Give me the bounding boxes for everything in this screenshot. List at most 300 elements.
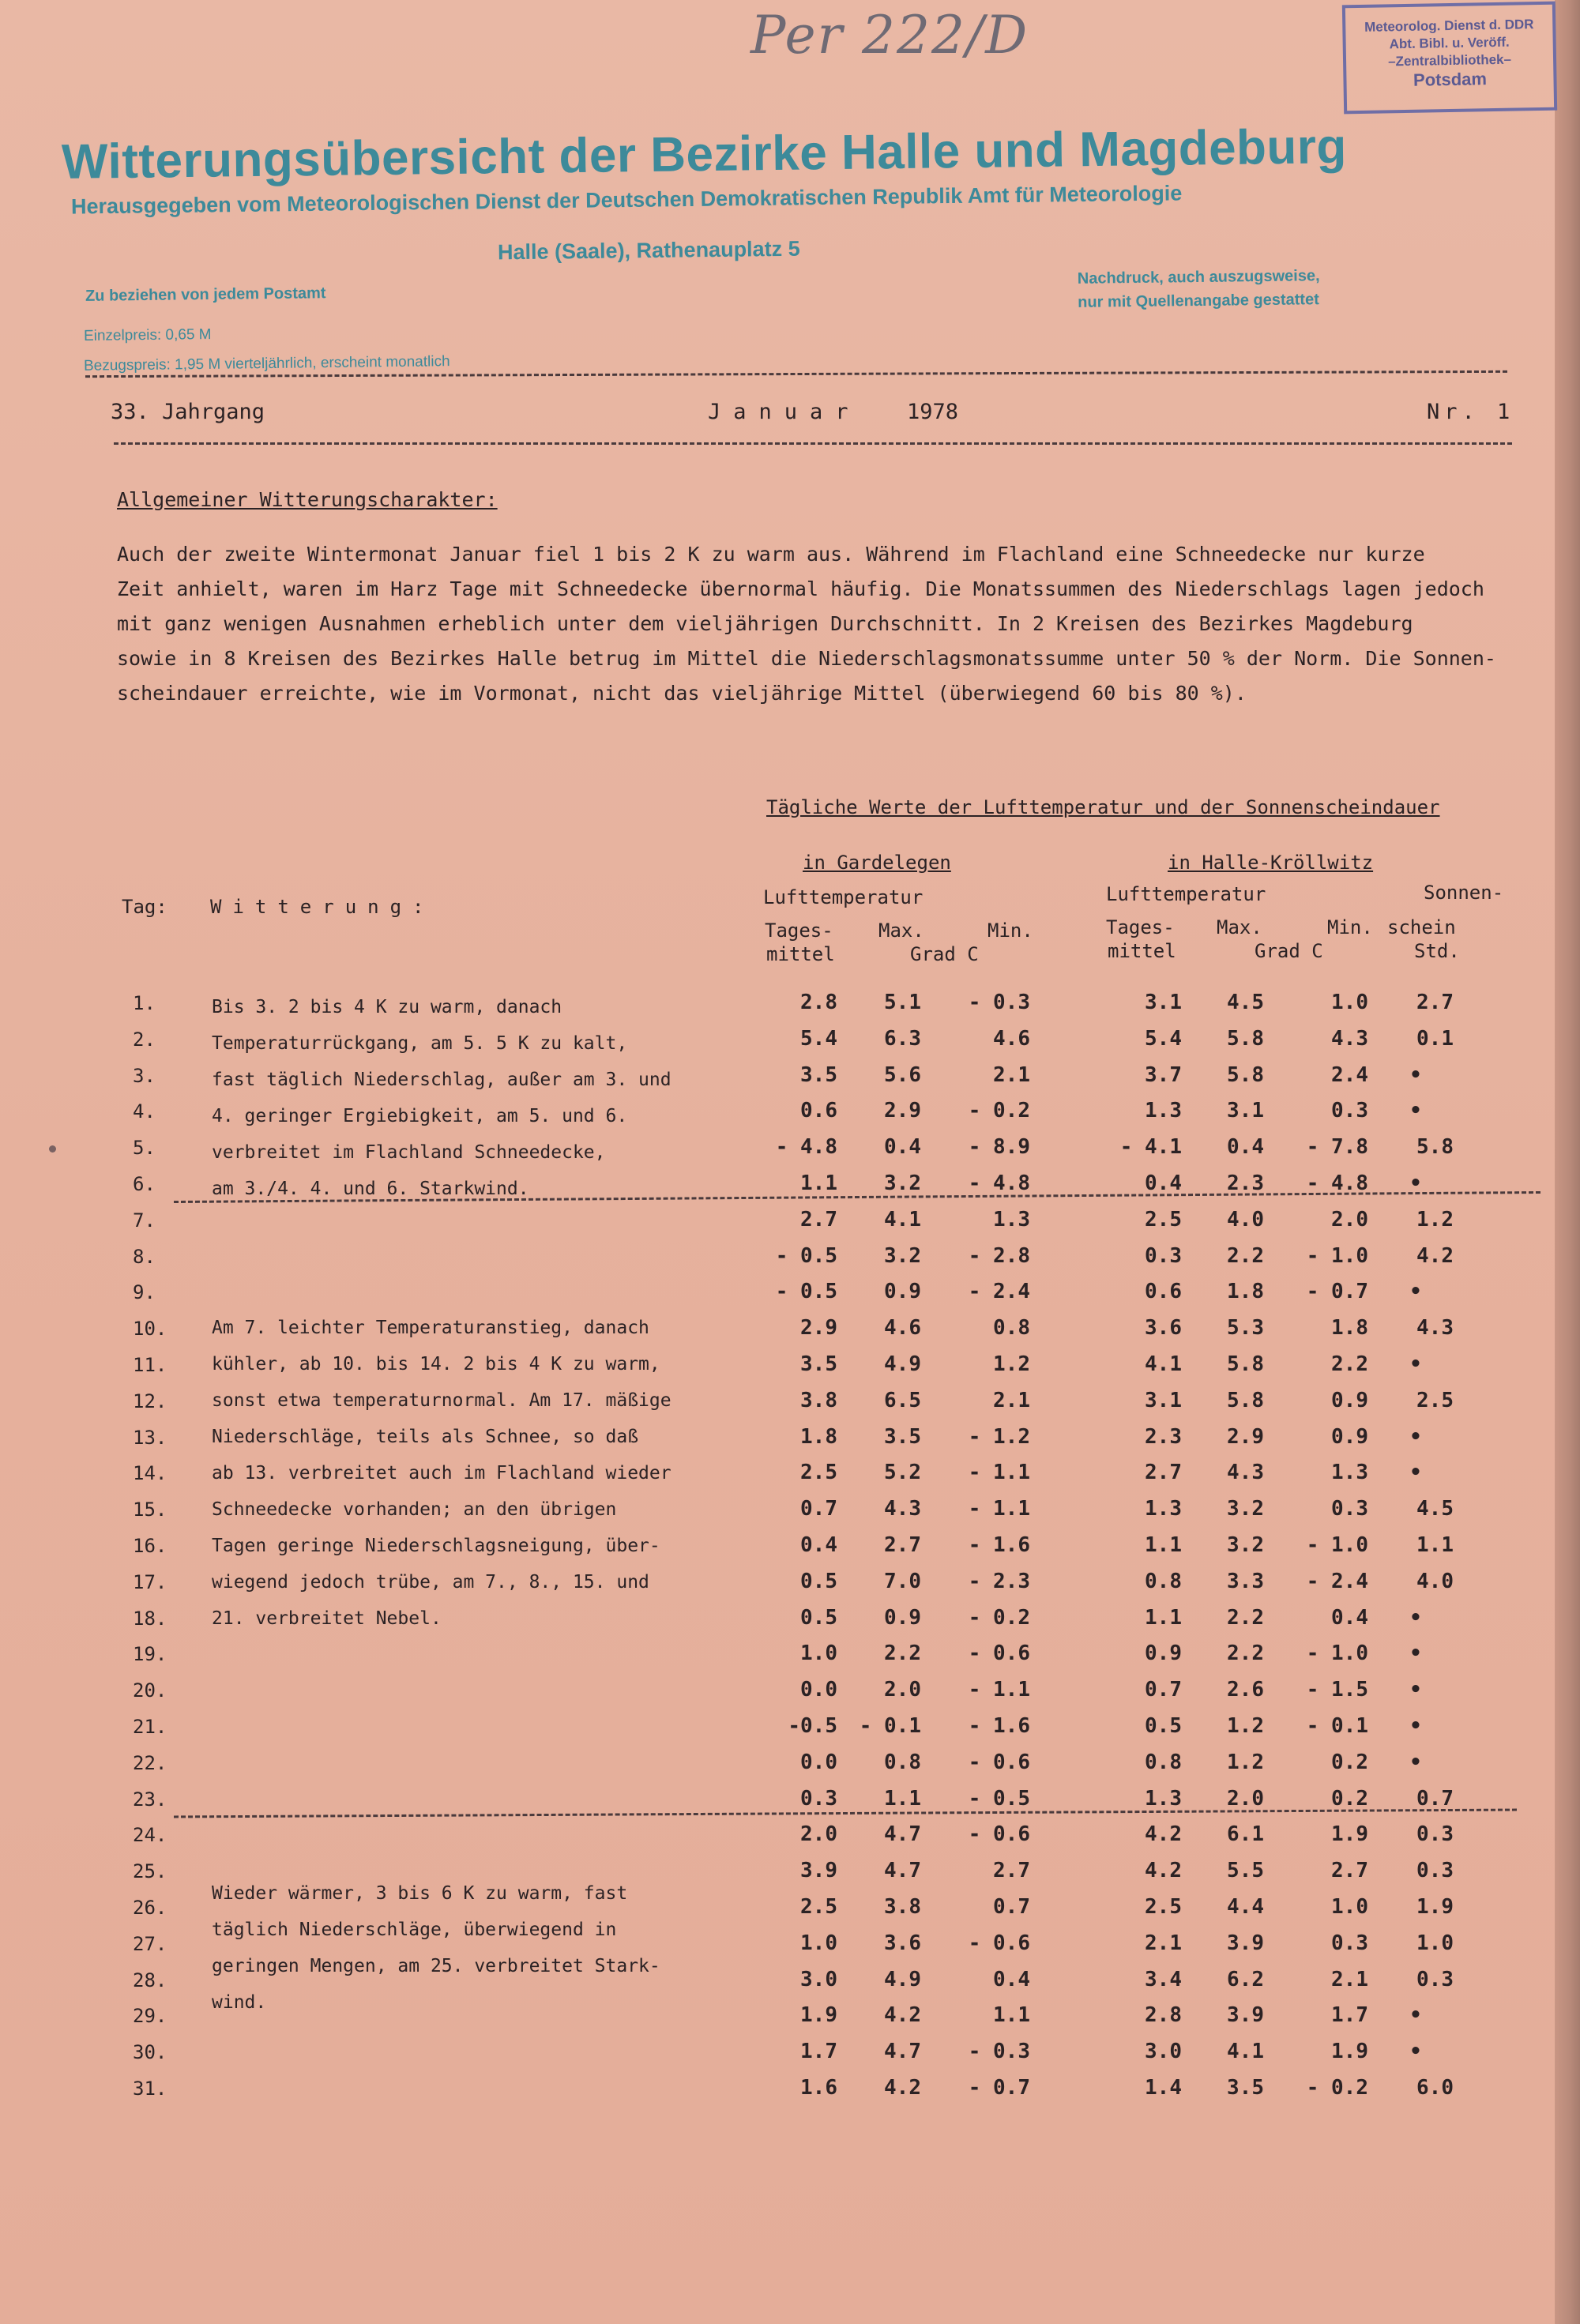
volume: 33. Jahrgang	[111, 400, 265, 424]
halle-min-cell: 4.3	[1331, 1027, 1368, 1051]
gardelegen-min-cell: - 1.2	[968, 1425, 1030, 1449]
sunshine-hours-cell: 1.1	[1416, 1533, 1454, 1557]
gardelegen-mean-cell: 2.7	[800, 1208, 837, 1232]
halle-max-cell: 2.0	[1227, 1787, 1264, 1811]
gardelegen-max-cell: 0.8	[884, 1751, 921, 1774]
gardelegen-mean-cell: 0.0	[800, 1751, 837, 1774]
halle-mean-cell: 1.1	[1145, 1606, 1182, 1630]
gardelegen-min-cell: - 4.8	[968, 1171, 1030, 1195]
summary-line: sowie in 8 Kreisen des Bezirkes Halle betrug im Mittel die Niederschlagsmonatssumme unter 50 % der Norm. Die Sonnen-	[117, 647, 1496, 670]
halle-min-cell: 0.3	[1331, 1931, 1368, 1955]
gardelegen-mean-cell: 0.5	[800, 1606, 837, 1630]
halle-mean-cell: 2.1	[1145, 1931, 1182, 1955]
halle-max-cell: 1.2	[1227, 1714, 1264, 1738]
sunshine-hours-cell: 0.3	[1416, 1822, 1454, 1846]
day-label: 6.	[133, 1173, 156, 1195]
day-label: 26.	[133, 1897, 167, 1919]
gardelegen-max-cell: 4.7	[884, 1822, 921, 1846]
gardelegen-mean-cell: - 0.5	[775, 1244, 837, 1268]
halle-max-cell: 6.2	[1227, 1968, 1264, 1991]
remark-line: Schneedecke vorhanden; an den übrigen	[212, 1499, 617, 1520]
day-label: 8.	[133, 1246, 156, 1268]
halle-min-cell: 1.8	[1331, 1316, 1368, 1340]
gardelegen-mean-cell: 3.5	[800, 1352, 837, 1376]
sunshine-hours-cell: 0.7	[1416, 1787, 1454, 1811]
gardelegen-max-cell: 2.9	[884, 1099, 921, 1123]
day-label: 16.	[133, 1535, 167, 1557]
column-day-header: Tag:	[122, 896, 167, 918]
gardelegen-mean-cell: 2.8	[800, 991, 837, 1014]
day-label: 19.	[133, 1643, 167, 1665]
halle-max-cell: 3.3	[1227, 1570, 1264, 1593]
gardelegen-max-cell: 3.2	[884, 1244, 921, 1268]
day-label: 18.	[133, 1608, 167, 1630]
halle-max-cell: 3.5	[1227, 2076, 1264, 2100]
gardelegen-max-cell: 4.9	[884, 1352, 921, 1376]
halle-min-cell: 1.0	[1331, 991, 1368, 1014]
gardelegen-min-cell: 0.8	[993, 1316, 1030, 1340]
halle-min-cell: - 1.5	[1306, 1678, 1368, 1702]
column-sunshine-header: Sonnen-	[1424, 882, 1504, 904]
sunshine-hours-cell: 2.7	[1416, 991, 1454, 1014]
halle-max-cell: 3.9	[1227, 1931, 1264, 1955]
gardelegen-mean-cell: 2.5	[800, 1461, 837, 1484]
sunshine-hours-cell: •	[1409, 1425, 1422, 1449]
gardelegen-max-cell: 3.5	[884, 1425, 921, 1449]
day-label: 14.	[133, 1462, 167, 1484]
sunshine-hours-cell: •	[1409, 1714, 1422, 1738]
gardelegen-min-cell: - 2.8	[968, 1244, 1030, 1268]
sunshine-hours-cell: •	[1409, 2003, 1422, 2027]
sunshine-hours-cell: 1.2	[1416, 1208, 1454, 1232]
halle-min-cell: 1.3	[1331, 1461, 1368, 1484]
gardelegen-mean-cell: 2.5	[800, 1895, 837, 1919]
halle-mean-cell: 2.3	[1145, 1425, 1182, 1449]
column-group-temperature: Lufttemperatur	[1106, 883, 1266, 905]
halle-max-cell: 3.9	[1227, 2003, 1264, 2027]
section-heading: Allgemeiner Witterungscharakter:	[117, 488, 498, 511]
halle-mean-cell: 1.1	[1145, 1533, 1182, 1557]
gardelegen-mean-cell: 3.8	[800, 1389, 837, 1412]
halle-max-cell: 2.6	[1227, 1678, 1264, 1702]
halle-mean-cell: 1.3	[1145, 1497, 1182, 1521]
gardelegen-max-cell: 6.5	[884, 1389, 921, 1412]
halle-max-cell: 1.2	[1227, 1751, 1264, 1774]
weather-remark	[212, 1875, 660, 2021]
halle-mean-cell: 0.7	[1145, 1678, 1182, 1702]
remark-line: fast täglich Niederschlag, außer am 3. und	[212, 1070, 672, 1090]
halle-mean-cell: 1.3	[1145, 1787, 1182, 1811]
subscription-price: Bezugspreis: 1,95 M vierteljährlich, erscheint monatlich	[83, 353, 450, 374]
gardelegen-max-cell: 4.3	[884, 1497, 921, 1521]
gardelegen-max-cell: 0.9	[884, 1280, 921, 1303]
gardelegen-min-cell: 1.1	[993, 2003, 1030, 2027]
halle-mean-cell: 3.1	[1145, 991, 1182, 1014]
sunshine-hours-cell: 2.5	[1416, 1389, 1454, 1412]
halle-mean-cell: 0.8	[1145, 1751, 1182, 1774]
gardelegen-min-cell: - 0.2	[968, 1099, 1030, 1123]
day-label: 24.	[133, 1824, 167, 1846]
day-label: 13.	[133, 1427, 167, 1449]
stamp-line: Abt. Bibl. u. Veröff.	[1389, 34, 1510, 52]
single-price: Einzelpreis: 0,65 M	[83, 326, 212, 344]
halle-max-cell: 4.5	[1227, 991, 1264, 1014]
weather-remark	[212, 989, 672, 1207]
gardelegen-mean-cell: 3.5	[800, 1063, 837, 1087]
remark-line: geringen Mengen, am 25. verbreitet Stark-	[212, 1956, 660, 1976]
remark-line: wiegend jedoch trübe, am 7., 8., 15. und	[212, 1572, 649, 1593]
halle-min-cell: - 4.8	[1306, 1171, 1368, 1195]
sunshine-hours-cell: 0.3	[1416, 1968, 1454, 1991]
remark-line: wind.	[212, 1992, 267, 2013]
gardelegen-min-cell: - 0.7	[968, 2076, 1030, 2100]
gardelegen-min-cell: 1.2	[993, 1352, 1030, 1376]
column-min-header: Min.	[988, 919, 1033, 942]
gardelegen-mean-cell: - 0.5	[775, 1280, 837, 1303]
remark-line: verbreitet im Flachland Schneedecke,	[212, 1142, 606, 1163]
sunshine-hours-cell: 0.1	[1416, 1027, 1454, 1051]
sunshine-hours-cell: •	[1409, 2040, 1422, 2063]
column-mean-header: mittel	[1108, 940, 1176, 962]
gardelegen-mean-cell: 3.9	[800, 1859, 837, 1882]
halle-mean-cell: - 4.1	[1119, 1135, 1182, 1159]
halle-mean-cell: 0.9	[1145, 1641, 1182, 1665]
halle-mean-cell: 0.3	[1145, 1244, 1182, 1268]
gardelegen-max-cell: 2.7	[884, 1533, 921, 1557]
halle-mean-cell: 3.1	[1145, 1389, 1182, 1412]
gardelegen-mean-cell: 0.7	[800, 1497, 837, 1521]
halle-min-cell: - 7.8	[1306, 1135, 1368, 1159]
gardelegen-max-cell: 2.2	[884, 1641, 921, 1665]
halle-min-cell: 2.7	[1331, 1859, 1368, 1882]
column-group-temperature: Lufttemperatur	[763, 886, 924, 908]
halle-max-cell: 4.4	[1227, 1895, 1264, 1919]
day-label: 2.	[133, 1029, 156, 1051]
remark-line: ab 13. verbreitet auch im Flachland wieder	[212, 1463, 672, 1484]
gardelegen-mean-cell: - 4.8	[775, 1135, 837, 1159]
gardelegen-max-cell: 4.9	[884, 1968, 921, 1991]
sunshine-hours-cell: •	[1409, 1171, 1422, 1195]
halle-min-cell: 1.9	[1331, 1822, 1368, 1846]
halle-min-cell: 2.1	[1331, 1968, 1368, 1991]
halle-max-cell: 5.5	[1227, 1859, 1264, 1882]
summary-line: mit ganz wenigen Ausnahmen erheblich unter dem vieljährigen Durchschnitt. In 2 Kreisen des Bezirkes Magdeburg	[117, 612, 1413, 635]
sunshine-hours-cell: 1.0	[1416, 1931, 1454, 1955]
summary-line: Auch der zweite Wintermonat Januar fiel 1 bis 2 K zu warm aus. Während im Flachland eine Schneedecke nur kurze	[117, 543, 1425, 566]
gardelegen-max-cell: 4.7	[884, 2040, 921, 2063]
gardelegen-max-cell: 0.4	[884, 1135, 921, 1159]
halle-max-cell: 5.3	[1227, 1316, 1264, 1340]
gardelegen-mean-cell: 0.3	[800, 1787, 837, 1811]
column-hours-header: Std.	[1414, 940, 1460, 962]
sunshine-hours-cell: 5.8	[1416, 1135, 1454, 1159]
halle-max-cell: 5.8	[1227, 1027, 1264, 1051]
station-gardelegen: in Gardelegen	[803, 852, 951, 874]
page-edge	[1555, 0, 1580, 2324]
sunshine-hours-cell: •	[1409, 1461, 1422, 1484]
gardelegen-mean-cell: 1.9	[800, 2003, 837, 2027]
halle-min-cell: 0.2	[1331, 1787, 1368, 1811]
reprint-note-line: Nachdruck, auch auszugsweise,	[1077, 267, 1320, 288]
gardelegen-min-cell: 0.7	[993, 1895, 1030, 1919]
column-unit-header: Grad C	[1255, 940, 1323, 962]
halle-min-cell: 0.9	[1331, 1425, 1368, 1449]
halle-max-cell: 3.1	[1227, 1099, 1264, 1123]
halle-mean-cell: 0.4	[1145, 1171, 1182, 1195]
day-label: 7.	[133, 1209, 156, 1232]
day-label: 30.	[133, 2041, 167, 2063]
gardelegen-min-cell: - 1.1	[968, 1461, 1030, 1484]
halle-mean-cell: 0.8	[1145, 1570, 1182, 1593]
halle-min-cell: - 1.0	[1306, 1641, 1368, 1665]
divider	[114, 442, 1512, 445]
gardelegen-mean-cell: 1.1	[800, 1171, 837, 1195]
summary-line: Zeit anhielt, waren im Harz Tage mit Schneedecke übernormal häufig. Die Monatssummen des Niederschlags lagen jedoch	[117, 577, 1484, 600]
remark-line: Tagen geringe Niederschlagsneigung, über-	[212, 1536, 660, 1556]
column-max-header: Max.	[878, 919, 924, 942]
remark-line: täglich Niederschläge, überwiegend in	[212, 1920, 617, 1940]
gardelegen-min-cell: 0.4	[993, 1968, 1030, 1991]
day-label: 12.	[133, 1390, 167, 1412]
sunshine-hours-cell: •	[1409, 1063, 1422, 1087]
gardelegen-mean-cell: 2.9	[800, 1316, 837, 1340]
gardelegen-mean-cell: 5.4	[800, 1027, 837, 1051]
station-halle: in Halle-Kröllwitz	[1168, 852, 1374, 874]
halle-min-cell: 0.3	[1331, 1497, 1368, 1521]
halle-min-cell: 1.9	[1331, 2040, 1368, 2063]
remark-line: Wieder wärmer, 3 bis 6 K zu warm, fast	[212, 1883, 628, 1904]
halle-mean-cell: 2.5	[1145, 1208, 1182, 1232]
gardelegen-mean-cell: -0.5	[788, 1714, 837, 1738]
halle-min-cell: 1.7	[1331, 2003, 1368, 2027]
halle-max-cell: 4.0	[1227, 1208, 1264, 1232]
gardelegen-mean-cell: 1.0	[800, 1931, 837, 1955]
halle-min-cell: - 1.0	[1306, 1244, 1368, 1268]
gardelegen-min-cell: - 1.6	[968, 1533, 1030, 1557]
halle-max-cell: 5.8	[1227, 1063, 1264, 1087]
halle-mean-cell: 0.6	[1145, 1280, 1182, 1303]
gardelegen-max-cell: 4.2	[884, 2076, 921, 2100]
reprint-note-line: nur mit Quellenangabe gestattet	[1078, 291, 1319, 311]
halle-mean-cell: 2.5	[1145, 1895, 1182, 1919]
halle-min-cell: 0.9	[1331, 1389, 1368, 1412]
gardelegen-max-cell: 7.0	[884, 1570, 921, 1593]
sunshine-hours-cell: •	[1409, 1352, 1422, 1376]
stamp-line: Meteorolog. Dienst d. DDR	[1364, 17, 1534, 35]
halle-mean-cell: 4.1	[1145, 1352, 1182, 1376]
halle-max-cell: 2.2	[1227, 1244, 1264, 1268]
gardelegen-max-cell: 5.1	[884, 991, 921, 1014]
day-label: 25.	[133, 1860, 167, 1882]
gardelegen-max-cell: 5.2	[884, 1461, 921, 1484]
gardelegen-mean-cell: 0.0	[800, 1678, 837, 1702]
gardelegen-max-cell: 5.6	[884, 1063, 921, 1087]
gardelegen-mean-cell: 1.6	[800, 2076, 837, 2100]
gardelegen-mean-cell: 1.8	[800, 1425, 837, 1449]
halle-mean-cell: 4.2	[1145, 1859, 1182, 1882]
halle-max-cell: 5.8	[1227, 1389, 1264, 1412]
remark-line: Bis 3. 2 bis 4 K zu warm, danach	[212, 997, 562, 1017]
halle-min-cell: 0.2	[1331, 1751, 1368, 1774]
gardelegen-min-cell: - 0.2	[968, 1606, 1030, 1630]
gardelegen-min-cell: - 2.4	[968, 1280, 1030, 1303]
day-label: 4.	[133, 1100, 156, 1123]
halle-min-cell: 0.4	[1331, 1606, 1368, 1630]
halle-mean-cell: 5.4	[1145, 1027, 1182, 1051]
distribution-note: Zu beziehen von jedem Postamt	[85, 284, 326, 305]
paper-speck	[49, 1145, 56, 1153]
issue-month: Januar	[708, 400, 861, 424]
gardelegen-mean-cell: 0.5	[800, 1570, 837, 1593]
column-mean-header: mittel	[766, 943, 835, 965]
issue-number: Nr. 1	[1427, 400, 1515, 424]
gardelegen-min-cell: 1.3	[993, 1208, 1030, 1232]
column-mean-header: Tages-	[1106, 916, 1175, 938]
gardelegen-min-cell: - 0.6	[968, 1822, 1030, 1846]
gardelegen-min-cell: - 0.5	[968, 1787, 1030, 1811]
halle-max-cell: 5.8	[1227, 1352, 1264, 1376]
day-label: 27.	[133, 1933, 167, 1955]
day-label: 22.	[133, 1752, 167, 1774]
sunshine-hours-cell: •	[1409, 1751, 1422, 1774]
gardelegen-min-cell: - 0.6	[968, 1751, 1030, 1774]
halle-max-cell: 0.4	[1227, 1135, 1264, 1159]
publisher-line: Herausgegeben vom Meteorologischen Dienst der Deutschen Demokratischen Republik Amt für Meteorologie	[70, 181, 1183, 219]
halle-mean-cell: 2.8	[1145, 2003, 1182, 2027]
halle-max-cell: 2.2	[1227, 1606, 1264, 1630]
remark-line: Niederschläge, teils als Schnee, so daß	[212, 1427, 639, 1447]
column-mean-header: Tages-	[765, 919, 833, 942]
page-title: Witterungsübersicht der Bezirke Halle und Magdeburg	[61, 119, 1348, 190]
summary-paragraph	[117, 537, 1555, 711]
handwritten-reference: Per 222/D	[750, 5, 1029, 66]
gardelegen-max-cell: 3.6	[884, 1931, 921, 1955]
gardelegen-mean-cell: 0.6	[800, 1099, 837, 1123]
day-label: 1.	[133, 992, 156, 1014]
halle-mean-cell: 3.4	[1145, 1968, 1182, 1991]
day-label: 15.	[133, 1499, 167, 1521]
sunshine-hours-cell: •	[1409, 1606, 1422, 1630]
gardelegen-mean-cell: 2.0	[800, 1822, 837, 1846]
remark-line: 4. geringer Ergiebigkeit, am 5. und 6.	[212, 1106, 628, 1126]
remark-line: kühler, ab 10. bis 14. 2 bis 4 K zu warm,	[212, 1354, 660, 1374]
sunshine-hours-cell: 4.2	[1416, 1244, 1454, 1268]
library-stamp	[1342, 2, 1557, 115]
issue-year: 1978	[907, 400, 959, 424]
halle-mean-cell: 1.4	[1145, 2076, 1182, 2100]
column-sunshine-header: schein	[1387, 916, 1456, 938]
gardelegen-max-cell: 4.7	[884, 1859, 921, 1882]
summary-line: scheindauer erreichte, wie im Vormonat, nicht das vieljährige Mittel (überwiegend 60 bis 80 %).	[117, 682, 1247, 705]
table-title: Tägliche Werte der Lufttemperatur und der Sonnenscheindauer	[766, 796, 1440, 818]
gardelegen-min-cell: - 8.9	[968, 1135, 1030, 1159]
gardelegen-max-cell: 2.0	[884, 1678, 921, 1702]
day-label: 3.	[133, 1065, 156, 1087]
sunshine-hours-cell: 4.3	[1416, 1316, 1454, 1340]
day-label: 5.	[133, 1137, 156, 1159]
halle-min-cell: 2.2	[1331, 1352, 1368, 1376]
gardelegen-min-cell: - 0.6	[968, 1931, 1030, 1955]
halle-mean-cell: 3.6	[1145, 1316, 1182, 1340]
sunshine-hours-cell: 0.3	[1416, 1859, 1454, 1882]
publisher-address: Halle (Saale), Rathenauplatz 5	[497, 236, 800, 265]
halle-min-cell: 1.0	[1331, 1895, 1368, 1919]
gardelegen-min-cell: - 0.3	[968, 2040, 1030, 2063]
weather-remark	[212, 1310, 672, 1637]
day-label: 17.	[133, 1571, 167, 1593]
reprint-note	[1078, 264, 1320, 314]
stamp-line: Potsdam	[1413, 69, 1488, 90]
column-unit-header: Grad C	[910, 943, 979, 965]
halle-mean-cell: 1.3	[1145, 1099, 1182, 1123]
sunshine-hours-cell: •	[1409, 1678, 1422, 1702]
column-max-header: Max.	[1217, 916, 1262, 938]
halle-min-cell: - 1.0	[1306, 1533, 1368, 1557]
column-min-header: Min.	[1327, 916, 1373, 938]
gardelegen-min-cell: 2.1	[993, 1063, 1030, 1087]
halle-mean-cell: 3.7	[1145, 1063, 1182, 1087]
sunshine-hours-cell: 6.0	[1416, 2076, 1454, 2100]
gardelegen-max-cell: 4.1	[884, 1208, 921, 1232]
day-label: 11.	[133, 1354, 167, 1376]
day-label: 31.	[133, 2078, 167, 2100]
gardelegen-max-cell: 6.3	[884, 1027, 921, 1051]
halle-mean-cell: 0.5	[1145, 1714, 1182, 1738]
halle-max-cell: 1.8	[1227, 1280, 1264, 1303]
halle-max-cell: 2.2	[1227, 1641, 1264, 1665]
gardelegen-max-cell: 3.2	[884, 1171, 921, 1195]
day-label: 9.	[133, 1281, 156, 1303]
gardelegen-mean-cell: 0.4	[800, 1533, 837, 1557]
remark-line: Temperaturrückgang, am 5. 5 K zu kalt,	[212, 1033, 628, 1054]
gardelegen-max-cell: 0.9	[884, 1606, 921, 1630]
gardelegen-max-cell: - 0.1	[859, 1714, 921, 1738]
halle-max-cell: 3.2	[1227, 1497, 1264, 1521]
halle-min-cell: 0.3	[1331, 1099, 1368, 1123]
gardelegen-max-cell: 3.8	[884, 1895, 921, 1919]
halle-mean-cell: 4.2	[1145, 1822, 1182, 1846]
gardelegen-min-cell: - 2.3	[968, 1570, 1030, 1593]
gardelegen-max-cell: 4.6	[884, 1316, 921, 1340]
gardelegen-min-cell: 4.6	[993, 1027, 1030, 1051]
gardelegen-min-cell: - 1.6	[968, 1714, 1030, 1738]
halle-mean-cell: 2.7	[1145, 1461, 1182, 1484]
halle-max-cell: 6.1	[1227, 1822, 1264, 1846]
day-label: 21.	[133, 1716, 167, 1738]
halle-min-cell: - 0.1	[1306, 1714, 1368, 1738]
gardelegen-mean-cell: 3.0	[800, 1968, 837, 1991]
halle-max-cell: 4.1	[1227, 2040, 1264, 2063]
halle-max-cell: 2.3	[1227, 1171, 1264, 1195]
halle-min-cell: 2.0	[1331, 1208, 1368, 1232]
day-label: 29.	[133, 2005, 167, 2027]
halle-min-cell: - 0.2	[1306, 2076, 1368, 2100]
gardelegen-max-cell: 1.1	[884, 1787, 921, 1811]
day-label: 23.	[133, 1788, 167, 1811]
day-label: 20.	[133, 1679, 167, 1702]
gardelegen-min-cell: 2.1	[993, 1389, 1030, 1412]
halle-max-cell: 2.9	[1227, 1425, 1264, 1449]
column-weather-header: Witterung:	[210, 896, 435, 918]
gardelegen-min-cell: - 0.6	[968, 1641, 1030, 1665]
remark-line: Am 7. leichter Temperaturanstieg, danach	[212, 1318, 649, 1338]
halle-max-cell: 3.2	[1227, 1533, 1264, 1557]
gardelegen-min-cell: 2.7	[993, 1859, 1030, 1882]
gardelegen-mean-cell: 1.7	[800, 2040, 837, 2063]
halle-mean-cell: 3.0	[1145, 2040, 1182, 2063]
stamp-line: –Zentralbibliothek–	[1387, 51, 1512, 70]
gardelegen-min-cell: - 1.1	[968, 1678, 1030, 1702]
